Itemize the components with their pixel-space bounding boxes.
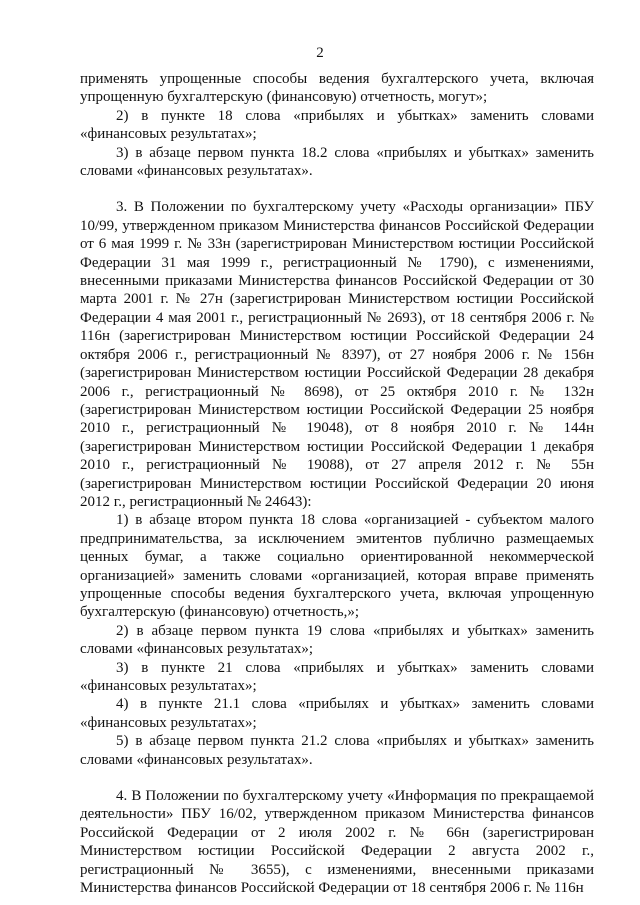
document-body xyxy=(80,70,594,897)
paragraph: 4) в пункте 21.1 слова «прибылях и убытках» заменить словами «финансовых результатах»; xyxy=(80,696,594,731)
paragraph: применять упрощенные способы ведения бухгалтерского учета, включая упрощенную бухгалтерскую (финансовую) отчетность, могут»; xyxy=(80,71,594,106)
paragraph: 3) в абзаце первом пункта 18.2 слова «прибылях и убытках» заменить словами «финансовых результатах». xyxy=(80,144,594,180)
page-number: 2 xyxy=(316,45,324,61)
paragraph: 1) в абзаце втором пункта 18 слова «организацией - субъектом малого предпринимательства, за исключением эмитентов публично размещаемых ценных бумаг, а также социально ориентированной некоммерческой организацией» заменить словами «организацией, которая вправе применять упрощенные способы ведения бухгалтерского учета, включая упрощенную бухгалтерскую (финансовую) отчетность,»; xyxy=(80,512,594,621)
paragraph: 5) в абзаце первом пункта 21.2 слова «прибылях и убытках» заменить словами «финансовых результатах». xyxy=(80,733,594,768)
paragraph: 4. В Положении по бухгалтерскому учету «Информация по прекращаемой деятельности» ПБУ 16/02, утвержденном приказом Министерства финансов Российской Федерации от 2 июля 2002 г. № 66н (зарегистрирован Министерством юстиции Российской Федерации 2 августа 2002 г., регистрационный № 3655), с изменениями, внесенными приказами Министерства финансов Российской Федерации от 18 сентября 2006 г. № 116н xyxy=(80,788,594,897)
paragraph: 2) в пункте 18 слова «прибылях и убытках» заменить словами «финансовых результатах»; xyxy=(80,107,594,143)
paragraph: 3. В Положении по бухгалтерскому учету «Расходы организации» ПБУ 10/99, утвержденном приказом Министерства финансов Российской Федерации от 6 мая 1999 г. № 33н (зарегистрирован Министерством юстиции Российской Федерации 31 мая 1999 г., регистрационный № 1790), с изменениями, внесенными приказами Министерства финансов Российской Федерации от 30 марта 2001 г. № 27н (зарегистрирован Министерством юстиции Российской Федерации 4 мая 2001 г., регистрационный № 2693), от 18 сентября 2006 г. № 116н (зарегистрирован Министерством юстиции Российской Федерации 24 октября 2006 г., регистрационный № 8397), от 27 ноября 2006 г. № 156н (зарегистрирован Министерством юстиции Российской Федерации 28 декабря 2006 г., регистрационный № 8698), от 25 октября 2010 г. № 132н (зарегистрирован Министерством юстиции Российской Федерации 25 ноября 2010 г., регистрационный № 19048), от 8 ноября 2010 г. № 144н (зарегистрирован Министерством юстиции Российской Федерации 1 декабря 2010 г., регистрационный № 19088), от 27 апреля 2012 г. № 55н (зарегистрирован Министерством юстиции Российской Федерации 20 июня 2012 г., регистрационный № 24643): xyxy=(80,199,594,510)
paragraph: 2) в абзаце первом пункта 19 слова «прибылях и убытках» заменить словами «финансовых результатах»; xyxy=(80,622,594,658)
paragraph: 3) в пункте 21 слова «прибылях и убытках» заменить словами «финансовых результатах»; xyxy=(80,659,594,694)
